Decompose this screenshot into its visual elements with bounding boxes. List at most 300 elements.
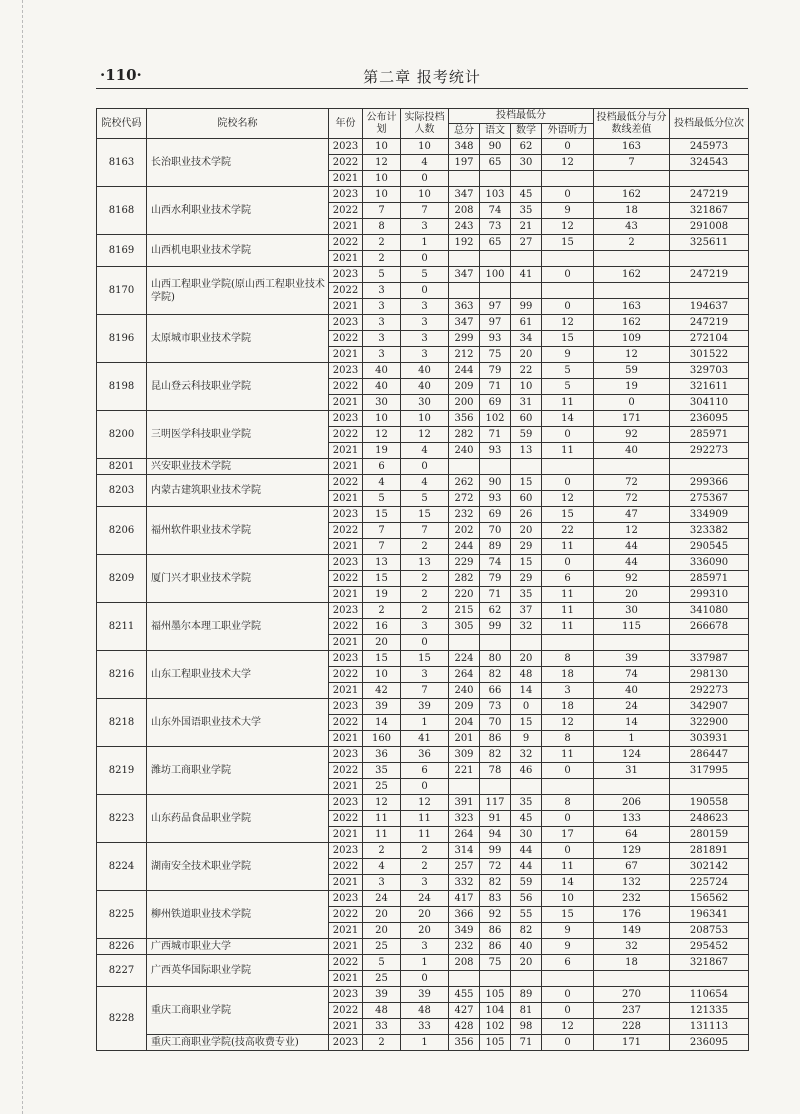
cell-plan: 3 <box>363 347 401 363</box>
header-listening: 外语听力 <box>542 124 594 139</box>
cell-plan: 12 <box>363 795 401 811</box>
cell-rank: 298130 <box>670 667 749 683</box>
cell-listening: 15 <box>542 331 594 347</box>
cell-admitted: 4 <box>401 475 449 491</box>
cell-math: 48 <box>511 667 542 683</box>
cell-math: 60 <box>511 491 542 507</box>
cell-plan: 19 <box>363 587 401 603</box>
cell-year: 2023 <box>329 139 363 155</box>
cell-chinese: 78 <box>480 763 511 779</box>
cell-listening: 6 <box>542 955 594 971</box>
cell-year: 2023 <box>329 1035 363 1051</box>
cell-year: 2023 <box>329 555 363 571</box>
cell-rank: 266678 <box>670 619 749 635</box>
cell-chinese: 92 <box>480 907 511 923</box>
cell-chinese: 71 <box>480 587 511 603</box>
cell-listening <box>542 779 594 795</box>
cell-year: 2021 <box>329 635 363 651</box>
cell-plan: 20 <box>363 907 401 923</box>
cell-chinese: 105 <box>480 987 511 1003</box>
cell-diff: 40 <box>594 683 670 699</box>
cell-total: 272 <box>449 491 480 507</box>
cell-total: 201 <box>449 731 480 747</box>
cell-total: 257 <box>449 859 480 875</box>
cell-admitted: 4 <box>401 443 449 459</box>
cell-total: 200 <box>449 395 480 411</box>
cell-admitted: 10 <box>401 411 449 427</box>
school-code: 8203 <box>97 475 147 507</box>
school-name: 山西机电职业技术学院 <box>147 235 329 267</box>
cell-admitted: 3 <box>401 219 449 235</box>
cell-math <box>511 171 542 187</box>
cell-diff: 19 <box>594 379 670 395</box>
cell-plan: 15 <box>363 507 401 523</box>
cell-year: 2022 <box>329 619 363 635</box>
cell-admitted: 0 <box>401 459 449 475</box>
school-name: 长治职业技术学院 <box>147 139 329 187</box>
school-code: 8168 <box>97 187 147 235</box>
cell-year: 2023 <box>329 651 363 667</box>
cell-year: 2022 <box>329 283 363 299</box>
cell-chinese: 74 <box>480 555 511 571</box>
cell-math: 15 <box>511 555 542 571</box>
cell-chinese: 69 <box>480 507 511 523</box>
cell-chinese: 105 <box>480 1035 511 1051</box>
cell-admitted: 41 <box>401 731 449 747</box>
school-code: 8201 <box>97 459 147 475</box>
cell-plan: 48 <box>363 1003 401 1019</box>
school-name: 广西城市职业大学 <box>147 939 329 955</box>
cell-listening: 11 <box>542 443 594 459</box>
cell-rank: 323382 <box>670 523 749 539</box>
school-code: 8225 <box>97 891 147 939</box>
cell-admitted: 3 <box>401 331 449 347</box>
header-chinese: 语文 <box>480 124 511 139</box>
cell-total: 314 <box>449 843 480 859</box>
cell-admitted: 3 <box>401 875 449 891</box>
cell-plan: 24 <box>363 891 401 907</box>
cell-total: 209 <box>449 699 480 715</box>
cell-total: 348 <box>449 139 480 155</box>
cell-listening: 14 <box>542 411 594 427</box>
cell-diff: 163 <box>594 139 670 155</box>
cell-chinese: 104 <box>480 1003 511 1019</box>
cell-total: 232 <box>449 507 480 523</box>
cell-year: 2023 <box>329 891 363 907</box>
cell-chinese <box>480 283 511 299</box>
cell-plan: 3 <box>363 875 401 891</box>
cell-plan: 8 <box>363 219 401 235</box>
cell-rank: 329703 <box>670 363 749 379</box>
school-name: 太原城市职业技术学院 <box>147 315 329 363</box>
cell-year: 2021 <box>329 971 363 987</box>
cell-total: 264 <box>449 827 480 843</box>
table-row <box>97 267 749 283</box>
table-row <box>97 843 749 859</box>
cell-total: 208 <box>449 955 480 971</box>
cell-total: 356 <box>449 1035 480 1051</box>
cell-listening: 15 <box>542 907 594 923</box>
cell-diff: 20 <box>594 587 670 603</box>
cell-rank: 337987 <box>670 651 749 667</box>
cell-chinese: 82 <box>480 667 511 683</box>
cell-year: 2022 <box>329 427 363 443</box>
cell-total: 224 <box>449 651 480 667</box>
cell-listening: 11 <box>542 395 594 411</box>
cell-admitted: 12 <box>401 427 449 443</box>
cell-year: 2021 <box>329 395 363 411</box>
cell-math: 22 <box>511 363 542 379</box>
cell-listening: 11 <box>542 747 594 763</box>
cell-total: 243 <box>449 219 480 235</box>
cell-chinese: 73 <box>480 699 511 715</box>
cell-chinese: 93 <box>480 331 511 347</box>
cell-math: 20 <box>511 347 542 363</box>
cell-math: 99 <box>511 299 542 315</box>
cell-plan: 36 <box>363 747 401 763</box>
cell-year: 2022 <box>329 203 363 219</box>
cell-math: 32 <box>511 619 542 635</box>
chapter-title: 第二章 报考统计 <box>363 68 481 86</box>
cell-math <box>511 971 542 987</box>
cell-admitted: 40 <box>401 379 449 395</box>
cell-admitted: 1 <box>401 955 449 971</box>
table-row <box>97 459 749 475</box>
table-row <box>97 187 749 203</box>
cell-year: 2023 <box>329 187 363 203</box>
cell-listening: 11 <box>542 859 594 875</box>
school-code: 8169 <box>97 235 147 267</box>
cell-total: 305 <box>449 619 480 635</box>
cell-math: 9 <box>511 731 542 747</box>
cell-year: 2023 <box>329 987 363 1003</box>
table-row <box>97 363 749 379</box>
cell-total <box>449 251 480 267</box>
cell-plan: 15 <box>363 651 401 667</box>
cell-rank <box>670 283 749 299</box>
cell-total: 197 <box>449 155 480 171</box>
cell-rank: 247219 <box>670 315 749 331</box>
cell-listening: 8 <box>542 795 594 811</box>
cell-admitted: 0 <box>401 779 449 795</box>
cell-admitted: 20 <box>401 923 449 939</box>
cell-listening: 17 <box>542 827 594 843</box>
cell-admitted: 36 <box>401 747 449 763</box>
cell-total: 208 <box>449 203 480 219</box>
cell-listening: 8 <box>542 651 594 667</box>
cell-year: 2021 <box>329 827 363 843</box>
school-code: 8170 <box>97 267 147 315</box>
cell-total: 417 <box>449 891 480 907</box>
cell-admitted: 0 <box>401 283 449 299</box>
cell-year: 2023 <box>329 267 363 283</box>
cell-listening: 18 <box>542 699 594 715</box>
cell-admitted: 3 <box>401 939 449 955</box>
cell-math: 15 <box>511 475 542 491</box>
cell-chinese: 75 <box>480 955 511 971</box>
cell-diff: 171 <box>594 411 670 427</box>
school-code: 8227 <box>97 955 147 987</box>
cell-chinese: 75 <box>480 347 511 363</box>
cell-rank: 121335 <box>670 1003 749 1019</box>
cell-listening: 0 <box>542 475 594 491</box>
cell-listening: 0 <box>542 1003 594 1019</box>
cell-plan: 20 <box>363 635 401 651</box>
cell-rank: 131113 <box>670 1019 749 1035</box>
cell-year: 2022 <box>329 1003 363 1019</box>
cell-admitted: 39 <box>401 987 449 1003</box>
cell-rank <box>670 635 749 651</box>
cell-plan: 42 <box>363 683 401 699</box>
cell-listening: 0 <box>542 763 594 779</box>
cell-diff: 12 <box>594 347 670 363</box>
cell-diff: 171 <box>594 1035 670 1051</box>
cell-rank: 247219 <box>670 187 749 203</box>
admission-statistics-table <box>96 108 749 1051</box>
cell-rank: 301522 <box>670 347 749 363</box>
cell-listening: 9 <box>542 347 594 363</box>
school-code: 8224 <box>97 843 147 891</box>
cell-math: 55 <box>511 907 542 923</box>
cell-diff: 228 <box>594 1019 670 1035</box>
cell-math: 89 <box>511 987 542 1003</box>
cell-rank: 295452 <box>670 939 749 955</box>
cell-plan: 7 <box>363 523 401 539</box>
cell-admitted: 1 <box>401 715 449 731</box>
cell-rank: 194637 <box>670 299 749 315</box>
cell-plan: 3 <box>363 283 401 299</box>
table-row <box>97 939 749 955</box>
cell-chinese: 80 <box>480 651 511 667</box>
cell-diff: 232 <box>594 891 670 907</box>
school-code: 8209 <box>97 555 147 603</box>
cell-plan: 10 <box>363 187 401 203</box>
cell-rank: 190558 <box>670 795 749 811</box>
cell-admitted: 48 <box>401 1003 449 1019</box>
header-diff: 投档最低分与分数线差值 <box>594 109 670 139</box>
cell-rank: 285971 <box>670 427 749 443</box>
cell-chinese: 117 <box>480 795 511 811</box>
cell-math: 81 <box>511 1003 542 1019</box>
cell-diff <box>594 971 670 987</box>
school-code: 8218 <box>97 699 147 747</box>
cell-year: 2023 <box>329 315 363 331</box>
cell-rank: 303931 <box>670 731 749 747</box>
cell-rank: 334909 <box>670 507 749 523</box>
cell-admitted: 2 <box>401 843 449 859</box>
cell-diff: 0 <box>594 395 670 411</box>
cell-diff: 270 <box>594 987 670 1003</box>
cell-year: 2023 <box>329 363 363 379</box>
cell-plan: 30 <box>363 395 401 411</box>
cell-chinese <box>480 971 511 987</box>
cell-total: 347 <box>449 267 480 283</box>
cell-diff: 132 <box>594 875 670 891</box>
cell-total: 240 <box>449 443 480 459</box>
cell-listening <box>542 635 594 651</box>
cell-admitted: 33 <box>401 1019 449 1035</box>
cell-admitted: 3 <box>401 315 449 331</box>
cell-plan: 25 <box>363 939 401 955</box>
cell-year: 2023 <box>329 507 363 523</box>
cell-chinese: 79 <box>480 571 511 587</box>
school-name: 重庆工商职业学院(技高收费专业) <box>147 1035 329 1051</box>
cell-listening: 0 <box>542 1035 594 1051</box>
cell-year: 2022 <box>329 955 363 971</box>
cell-rank <box>670 971 749 987</box>
cell-math: 29 <box>511 571 542 587</box>
cell-math: 30 <box>511 827 542 843</box>
cell-plan: 2 <box>363 843 401 859</box>
cell-rank <box>670 459 749 475</box>
cell-plan: 35 <box>363 763 401 779</box>
school-code: 8228 <box>97 987 147 1051</box>
school-name: 广西英华国际职业学院 <box>147 955 329 987</box>
cell-total: 356 <box>449 411 480 427</box>
cell-math: 44 <box>511 843 542 859</box>
cell-plan: 10 <box>363 667 401 683</box>
binding-margin-line <box>22 0 23 1114</box>
cell-diff: 92 <box>594 427 670 443</box>
cell-chinese: 103 <box>480 187 511 203</box>
cell-total: 240 <box>449 683 480 699</box>
cell-year: 2022 <box>329 155 363 171</box>
school-code: 8206 <box>97 507 147 555</box>
cell-chinese: 102 <box>480 411 511 427</box>
cell-diff: 237 <box>594 1003 670 1019</box>
cell-total <box>449 459 480 475</box>
cell-diff: 18 <box>594 955 670 971</box>
cell-diff: 40 <box>594 443 670 459</box>
cell-rank: 208753 <box>670 923 749 939</box>
cell-admitted: 7 <box>401 523 449 539</box>
table-row <box>97 747 749 763</box>
cell-diff: 109 <box>594 331 670 347</box>
cell-math <box>511 459 542 475</box>
cell-plan: 5 <box>363 267 401 283</box>
cell-rank: 302142 <box>670 859 749 875</box>
cell-plan: 40 <box>363 379 401 395</box>
cell-admitted: 5 <box>401 491 449 507</box>
cell-total: 262 <box>449 475 480 491</box>
cell-rank: 342907 <box>670 699 749 715</box>
cell-year: 2023 <box>329 699 363 715</box>
cell-total: 391 <box>449 795 480 811</box>
school-name: 内蒙古建筑职业技术学院 <box>147 475 329 507</box>
cell-diff <box>594 283 670 299</box>
cell-plan: 4 <box>363 475 401 491</box>
cell-plan: 12 <box>363 427 401 443</box>
cell-total: 282 <box>449 571 480 587</box>
cell-chinese: 97 <box>480 299 511 315</box>
cell-plan: 160 <box>363 731 401 747</box>
cell-admitted: 0 <box>401 171 449 187</box>
cell-listening: 12 <box>542 715 594 731</box>
school-code: 8198 <box>97 363 147 411</box>
cell-total: 204 <box>449 715 480 731</box>
cell-diff: 124 <box>594 747 670 763</box>
cell-chinese <box>480 459 511 475</box>
cell-year: 2022 <box>329 667 363 683</box>
cell-plan: 39 <box>363 699 401 715</box>
cell-rank: 325611 <box>670 235 749 251</box>
table-row <box>97 987 749 1003</box>
cell-admitted: 2 <box>401 603 449 619</box>
cell-total: 215 <box>449 603 480 619</box>
cell-math: 20 <box>511 955 542 971</box>
cell-admitted: 5 <box>401 267 449 283</box>
school-name: 兴安职业技术学院 <box>147 459 329 475</box>
cell-math: 61 <box>511 315 542 331</box>
cell-math: 40 <box>511 939 542 955</box>
cell-admitted: 10 <box>401 139 449 155</box>
cell-rank: 336090 <box>670 555 749 571</box>
cell-chinese: 90 <box>480 139 511 155</box>
cell-admitted: 13 <box>401 555 449 571</box>
table-body <box>97 139 749 1051</box>
cell-plan: 4 <box>363 859 401 875</box>
table-row <box>97 139 749 155</box>
cell-plan: 19 <box>363 443 401 459</box>
cell-year: 2023 <box>329 411 363 427</box>
cell-admitted: 3 <box>401 667 449 683</box>
cell-chinese: 91 <box>480 811 511 827</box>
cell-total: 264 <box>449 667 480 683</box>
cell-rank: 290545 <box>670 539 749 555</box>
cell-listening <box>542 171 594 187</box>
cell-diff: 39 <box>594 651 670 667</box>
cell-diff: 162 <box>594 315 670 331</box>
cell-total <box>449 971 480 987</box>
table-row <box>97 235 749 251</box>
cell-math: 59 <box>511 875 542 891</box>
cell-plan: 33 <box>363 1019 401 1035</box>
cell-admitted: 40 <box>401 363 449 379</box>
cell-listening: 3 <box>542 683 594 699</box>
cell-total: 455 <box>449 987 480 1003</box>
cell-diff: 129 <box>594 843 670 859</box>
cell-plan: 2 <box>363 235 401 251</box>
cell-diff: 72 <box>594 491 670 507</box>
cell-chinese <box>480 251 511 267</box>
cell-chinese: 86 <box>480 939 511 955</box>
table-row <box>97 699 749 715</box>
cell-year: 2021 <box>329 171 363 187</box>
cell-chinese: 72 <box>480 859 511 875</box>
cell-math: 46 <box>511 763 542 779</box>
cell-diff: 30 <box>594 603 670 619</box>
cell-year: 2021 <box>329 443 363 459</box>
cell-plan: 13 <box>363 555 401 571</box>
cell-chinese: 99 <box>480 843 511 859</box>
cell-plan: 2 <box>363 251 401 267</box>
cell-plan: 10 <box>363 171 401 187</box>
cell-listening: 0 <box>542 139 594 155</box>
cell-listening <box>542 283 594 299</box>
cell-total: 244 <box>449 363 480 379</box>
cell-chinese: 99 <box>480 619 511 635</box>
cell-listening: 11 <box>542 603 594 619</box>
cell-listening: 12 <box>542 155 594 171</box>
cell-plan: 39 <box>363 987 401 1003</box>
cell-chinese: 97 <box>480 315 511 331</box>
cell-admitted: 20 <box>401 907 449 923</box>
cell-year: 2023 <box>329 747 363 763</box>
cell-total: 428 <box>449 1019 480 1035</box>
cell-math: 37 <box>511 603 542 619</box>
cell-total: 229 <box>449 555 480 571</box>
school-code: 8196 <box>97 315 147 363</box>
